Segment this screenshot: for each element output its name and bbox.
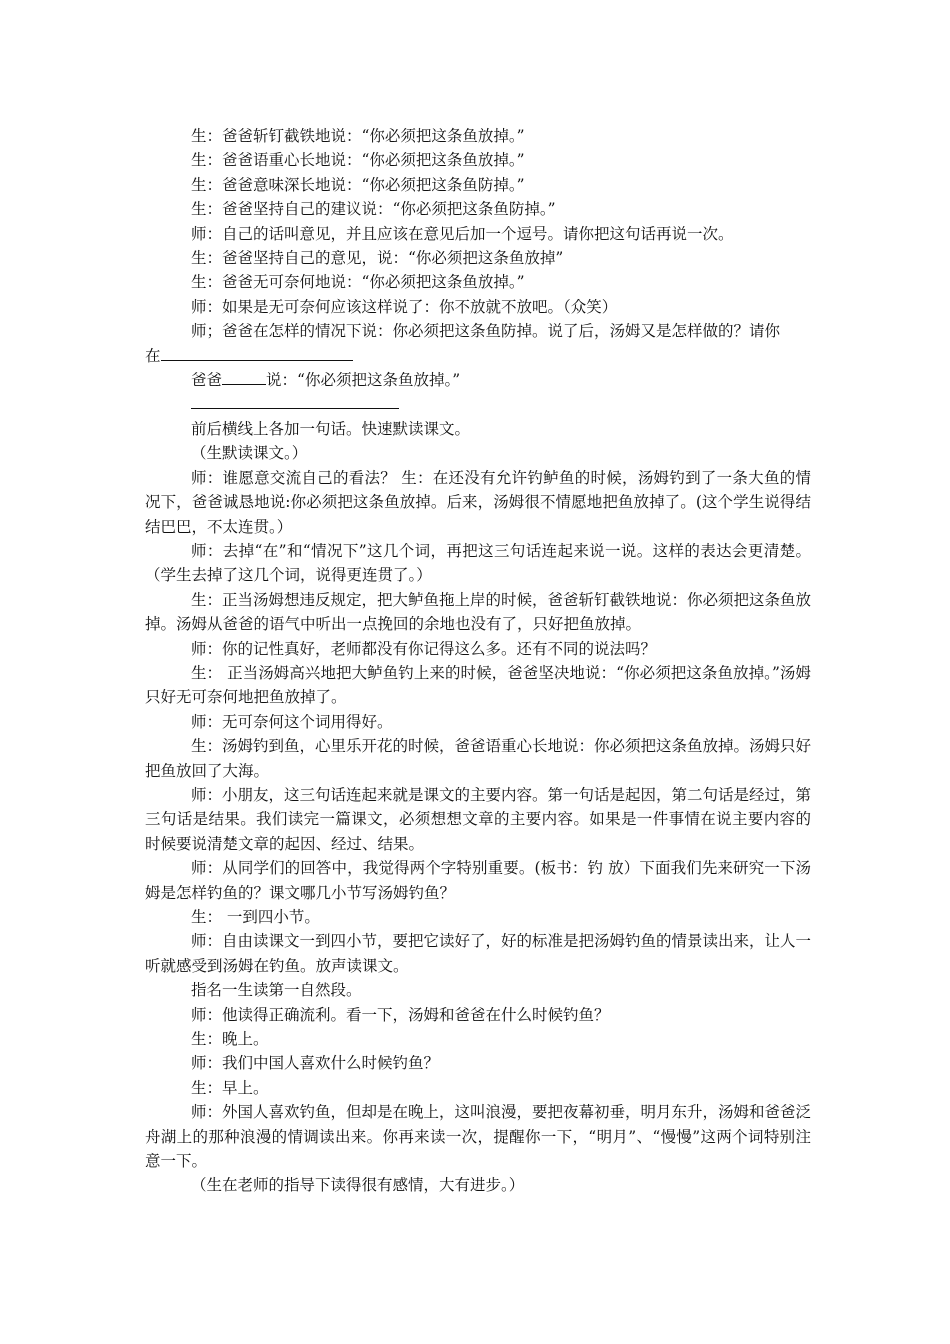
paragraph: 生：爸爸无可奈何地说：“你必须把这条鱼放掉。” — [191, 273, 525, 292]
fill-in-prefix: 在 — [145, 346, 161, 365]
paragraph: 生：爸爸意味深长地说：“你必须把这条鱼防掉。” — [191, 175, 525, 194]
blank-line — [222, 383, 266, 385]
fill-in-line-2 — [145, 368, 811, 392]
paragraph: 生：爸爸坚持自己的意见，说：“你必须把这条鱼放掉” — [191, 249, 564, 268]
paragraph: 师：如果是无可奈何应该这样说了：你不放就不放吧。（众笑） — [191, 297, 618, 316]
paragraph: 师：小朋友，这三句话连起来就是课文的主要内容。第一句话是起因，第二句话是经过，第三句话是结果。我们读完一篇课文，必须想想文章的主要内容。如果是一件事情在说主要内容的时候要说清楚文章的起因、经过、结果。 — [145, 785, 812, 853]
paragraph: 师：外国人喜欢钓鱼，但却是在晚上，这叫浪漫，要把夜幕初垂，明月东升，汤姆和爸爸泛舟湖上的那种浪漫的情调读出来。你再来读一次，提醒你一下，“明月”、“慢慢”这两个词特别注意一下。 — [145, 1103, 812, 1171]
paragraph: 师；爸爸在怎样的情况下说：你必须把这条鱼防掉。说了后，汤姆又是怎样做的？请你 — [191, 322, 781, 341]
paragraph: 师：谁愿意交流自己的看法？ 生：在还没有允许钓鲈鱼的时候，汤姆钓到了一条大鱼的情况下，爸爸诚恳地说:你必须把这条鱼放掉。后来，汤姆很不情愿地把鱼放掉了。(这个学生说得结结巴巴，不太连贯。） — [145, 468, 811, 536]
document-body — [145, 124, 811, 1198]
paragraph: 生：爸爸坚持自己的建议说：“你必须把这条鱼防掉。” — [191, 200, 556, 219]
fill-in-line-1 — [145, 344, 811, 368]
paragraph: 师：自己的话叫意见，并且应该在意见后加一个逗号。请你把这句话再说一次。 — [191, 224, 734, 243]
paragraph: 师：他读得正确流利。看一下，汤姆和爸爸在什么时候钓鱼？ — [191, 1005, 610, 1024]
fill-in-quote: 说：“你必须把这条鱼放掉。” — [266, 371, 461, 390]
paragraph: 指名一生读第一自然段。 — [191, 981, 362, 1000]
blank-line — [191, 407, 399, 409]
blank-line — [161, 359, 353, 361]
paragraph: 生：正当汤姆想违反规定，把大鲈鱼拖上岸的时候，爸爸斩钉截铁地说：你必须把这条鱼放掉。汤姆从爸爸的语气中听出一点挽回的余地也没有了，只好把鱼放掉。 — [145, 590, 812, 634]
paragraph: 师：你的记性真好，老师都没有你记得这么多。还有不同的说法吗？ — [191, 639, 657, 658]
paragraph: 生：爸爸斩钉截铁地说：“你必须把这条鱼放掉。” — [191, 127, 525, 145]
paragraph: （生默读课文。） — [191, 444, 308, 463]
paragraph: 生： 一到四小节。 — [191, 908, 320, 926]
paragraph: 生：晚上。 — [191, 1030, 269, 1049]
paragraph: 师：我们中国人喜欢什么时候钓鱼？ — [191, 1054, 440, 1073]
fill-in-line-3 — [145, 392, 811, 416]
paragraph: 生：汤姆钓到鱼，心里乐开花的时候，爸爸语重心长地说：你必须把这条鱼放掉。汤姆只好把鱼放回了大海。 — [145, 737, 812, 780]
paragraph: 生：早上。 — [191, 1078, 269, 1097]
paragraph: 生： 正当汤姆高兴地把大鲈鱼钓上来的时候，爸爸坚决地说：“你必须把这条鱼放掉。”汤姆只好无可奈何地把鱼放掉了。 — [145, 663, 811, 707]
paragraph: （生在老师的指导下读得很有感情，大有进步。） — [191, 1176, 525, 1195]
paragraph: 师：自由读课文一到四小节，要把它读好了，好的标准是把汤姆钓鱼的情景读出来，让人一听就感受到汤姆在钓鱼。放声读课文。 — [145, 932, 812, 975]
paragraph: 师：从同学们的回答中，我觉得两个字特别重要。(板书：钓 放）下面我们先来研究一下汤姆是怎样钓鱼的？课文哪几小节写汤姆钓鱼？ — [145, 859, 811, 902]
paragraph: 前后横线上各加一句话。快速默读课文。 — [191, 419, 471, 438]
paragraph: 师：去掉“在”和“情况下”这几个词，再把这三句话连起来说一说。这样的表达会更清楚。（学生去掉了这几个词，说得更连贯了。） — [145, 541, 811, 585]
fill-in-speaker: 爸爸 — [191, 371, 223, 390]
paragraph: 师：无可奈何这个词用得好。 — [191, 712, 393, 731]
paragraph: 生：爸爸语重心长地说：“你必须把这条鱼放掉。” — [191, 151, 525, 170]
